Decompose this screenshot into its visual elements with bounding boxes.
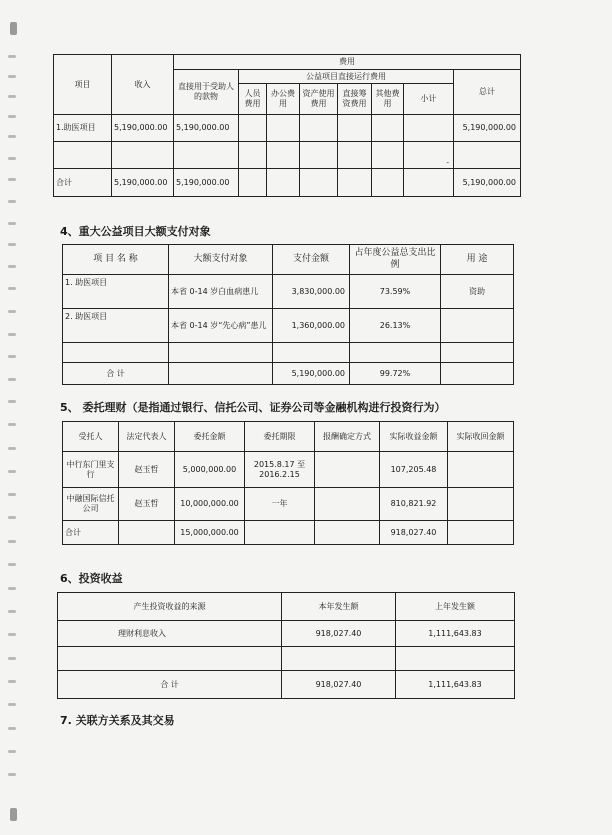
cell-payee: 本省 0-14 岁“先心病”患儿 bbox=[169, 309, 273, 343]
cell-previous bbox=[396, 647, 515, 671]
cell-project: 1.助医项目 bbox=[54, 115, 112, 142]
cell-previous: 1,111,643.83 bbox=[396, 671, 515, 699]
col-operating-header: 公益项目直接运行费用 bbox=[239, 70, 454, 84]
cell-period: 2015.8.17 至 2016.2.15 bbox=[245, 452, 315, 488]
cell-mark: - bbox=[404, 142, 454, 169]
cell-payee: 本省 0-14 岁白血病患儿 bbox=[169, 275, 273, 309]
col-asset-header: 资产使用费用 bbox=[300, 84, 338, 115]
cell-amount: 10,000,000.00 bbox=[175, 488, 245, 521]
col-expense-header: 费用 bbox=[174, 55, 521, 70]
cell-trustee: 中行东门里支行 bbox=[63, 452, 119, 488]
col-fundraising-header: 直接筹资费用 bbox=[338, 84, 372, 115]
cell-amount: 1,360,000.00 bbox=[273, 309, 350, 343]
cell-trustee: 合计 bbox=[63, 521, 119, 545]
cell-amount: 3,830,000.00 bbox=[273, 275, 350, 309]
cell-income: 5,190,000.00 bbox=[112, 115, 174, 142]
section-4-title: 4、重大公益项目大额支付对象 bbox=[60, 225, 211, 238]
col-personnel-header: 人员费用 bbox=[239, 84, 267, 115]
cell-ratio: 99.72% bbox=[350, 363, 441, 385]
cell-project: 合计 bbox=[54, 169, 112, 197]
table-row bbox=[54, 142, 521, 169]
cell-direct: 5,190,000.00 bbox=[174, 169, 239, 197]
cell-trustee: 中融国际信托公司 bbox=[63, 488, 119, 521]
section-6-title: 6、投资收益 bbox=[60, 572, 123, 585]
cell-income: 5,190,000.00 bbox=[112, 169, 174, 197]
cell-income: 107,205.48 bbox=[380, 452, 448, 488]
col-other-header: 其他费用 bbox=[372, 84, 404, 115]
cell-amount: 5,000,000.00 bbox=[175, 452, 245, 488]
col-use-header: 用 途 bbox=[441, 245, 514, 275]
entrusted-finance-table bbox=[62, 421, 514, 545]
cell-rep bbox=[119, 521, 175, 545]
cell-previous: 1,111,643.83 bbox=[396, 621, 515, 647]
table-row bbox=[54, 115, 521, 142]
col-source-header: 产生投资收益的来源 bbox=[58, 593, 282, 621]
cell-total bbox=[454, 142, 521, 169]
cell-name: 2. 助医项目 bbox=[63, 309, 169, 343]
cell-direct: 5,190,000.00 bbox=[174, 115, 239, 142]
cell-period: 一年 bbox=[245, 488, 315, 521]
cell-recovered bbox=[448, 488, 514, 521]
cell-income: 810,821.92 bbox=[380, 488, 448, 521]
cell-name: 合 计 bbox=[63, 363, 169, 385]
table-row bbox=[63, 488, 514, 521]
large-payment-table bbox=[62, 244, 514, 385]
cell-use bbox=[441, 343, 514, 363]
table-row bbox=[63, 275, 514, 309]
table-row bbox=[63, 521, 514, 545]
col-amount-header: 委托金额 bbox=[175, 422, 245, 452]
table-row bbox=[58, 647, 515, 671]
cell-total: 5,190,000.00 bbox=[454, 115, 521, 142]
cell-current bbox=[282, 647, 396, 671]
table-row bbox=[63, 343, 514, 363]
col-method-header: 报酬确定方式 bbox=[315, 422, 380, 452]
cell-period bbox=[245, 521, 315, 545]
cell-amount: 5,190,000.00 bbox=[273, 363, 350, 385]
col-office-header: 办公费用 bbox=[267, 84, 300, 115]
cell-ratio bbox=[350, 343, 441, 363]
section-5-title: 5、 委托理财（是指通过银行、信托公司、证券公司等金融机构进行投资行为） bbox=[60, 401, 446, 414]
cell-payee bbox=[169, 343, 273, 363]
col-previous-header: 上年发生额 bbox=[396, 593, 515, 621]
col-trustee-header: 受托人 bbox=[63, 422, 119, 452]
col-name-header: 项 目 名 称 bbox=[63, 245, 169, 275]
col-rep-header: 法定代表人 bbox=[119, 422, 175, 452]
section-7-title: 7. 关联方关系及其交易 bbox=[60, 714, 175, 727]
table-row bbox=[63, 309, 514, 343]
col-actual-income-header: 实际收益金额 bbox=[380, 422, 448, 452]
cell-name: 1. 助医项目 bbox=[63, 275, 169, 309]
col-direct-aid-header: 直接用于受助人的款物 bbox=[174, 70, 239, 115]
expense-table bbox=[53, 54, 521, 197]
investment-income-table bbox=[57, 592, 515, 699]
col-period-header: 委托期限 bbox=[245, 422, 315, 452]
col-current-header: 本年发生额 bbox=[282, 593, 396, 621]
cell-use bbox=[441, 363, 514, 385]
col-income-header: 收入 bbox=[112, 55, 174, 115]
cell-income: 918,027.40 bbox=[380, 521, 448, 545]
cell-method bbox=[315, 488, 380, 521]
table-row bbox=[58, 671, 515, 699]
col-payee-header: 大额支付对象 bbox=[169, 245, 273, 275]
table-row bbox=[54, 169, 521, 197]
cell-method bbox=[315, 521, 380, 545]
cell-recovered bbox=[448, 521, 514, 545]
cell-source: 理财利息收入 bbox=[58, 621, 282, 647]
cell-use bbox=[441, 309, 514, 343]
col-actual-recovered-header: 实际收回金额 bbox=[448, 422, 514, 452]
table-row bbox=[63, 452, 514, 488]
cell-amount bbox=[273, 343, 350, 363]
binder-holes bbox=[8, 0, 18, 835]
cell-amount: 15,000,000.00 bbox=[175, 521, 245, 545]
table-row bbox=[63, 363, 514, 385]
cell-method bbox=[315, 452, 380, 488]
cell-ratio: 73.59% bbox=[350, 275, 441, 309]
cell-project bbox=[54, 142, 112, 169]
col-total-header: 总计 bbox=[454, 70, 521, 115]
cell-total: 5,190,000.00 bbox=[454, 169, 521, 197]
col-subtotal-header: 小计 bbox=[404, 84, 454, 115]
cell-name bbox=[63, 343, 169, 363]
cell-direct bbox=[174, 142, 239, 169]
table-row bbox=[58, 621, 515, 647]
cell-recovered bbox=[448, 452, 514, 488]
cell-payee bbox=[169, 363, 273, 385]
cell-ratio: 26.13% bbox=[350, 309, 441, 343]
cell-rep: 赵玉哲 bbox=[119, 488, 175, 521]
cell-rep: 赵玉哲 bbox=[119, 452, 175, 488]
cell-current: 918,027.40 bbox=[282, 621, 396, 647]
cell-current: 918,027.40 bbox=[282, 671, 396, 699]
cell-use: 资助 bbox=[441, 275, 514, 309]
col-project-header: 项目 bbox=[54, 55, 112, 115]
col-amount-header: 支付金额 bbox=[273, 245, 350, 275]
cell-source: 合 计 bbox=[58, 671, 282, 699]
cell-income bbox=[112, 142, 174, 169]
col-ratio-header: 占年度公益总支出比例 bbox=[350, 245, 441, 275]
cell-source bbox=[58, 647, 282, 671]
